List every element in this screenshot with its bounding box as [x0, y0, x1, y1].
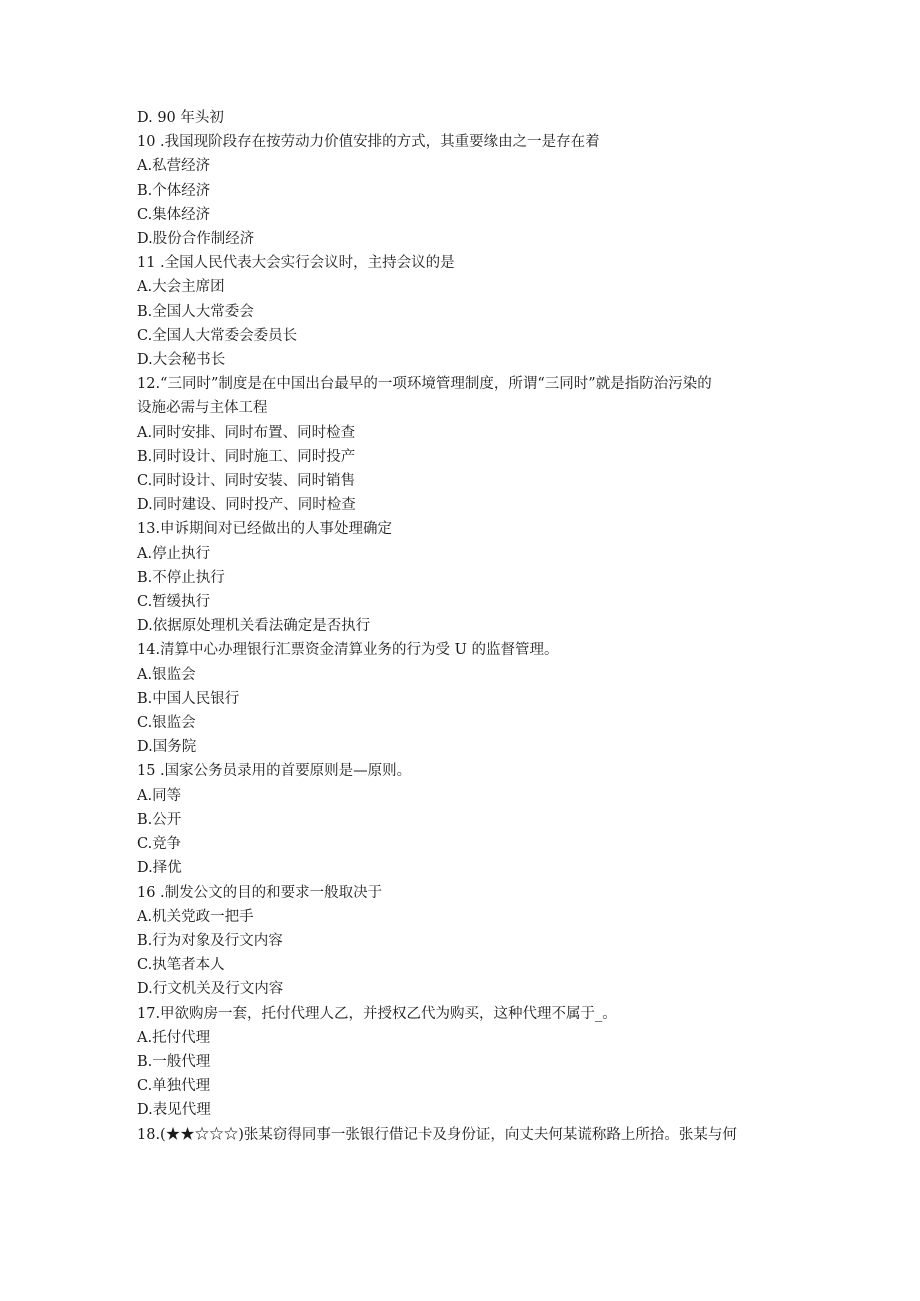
option-line: D.股份合作制经济 — [137, 231, 255, 248]
text-line: D. 90 年头初 — [137, 110, 224, 126]
option-line: B.公开 — [137, 811, 182, 828]
option-line: A.同时安排、同时布置、同时检查 — [137, 424, 356, 441]
option-line: C.全国人大常委会委员长 — [137, 327, 298, 344]
option-line: D.大会秘书长 — [137, 352, 226, 369]
option-line: A.银监会 — [137, 666, 196, 683]
option-line: D.择优 — [137, 860, 182, 877]
option-line: C.单独代理 — [137, 1078, 211, 1095]
option-line: A.大会主席团 — [137, 279, 225, 296]
option-line: D.同时建设、同时投产、同时检查 — [137, 497, 356, 514]
option-line: B.个体经济 — [137, 182, 211, 199]
option-line: B.中国人民银行 — [137, 690, 240, 707]
question-13: 13.申诉期间对已经做出的人事处理确定 — [137, 521, 393, 538]
option-line: C.银监会 — [137, 715, 196, 732]
option-line: B.不停止执行 — [137, 569, 225, 586]
option-line: D.表见代理 — [137, 1102, 211, 1119]
question-10: 10 .我国现阶段存在按劳动力价值安排的方式，其重要缘由之一是存在着 — [137, 134, 600, 151]
option-line: A.机关党政一把手 — [137, 908, 254, 925]
question-11: 11 .全国人民代表大会实行会议时，主持会议的是 — [137, 255, 455, 272]
question-17: 17.甲欲购房一套，托付代理人乙，并授权乙代为购买，这种代理不属于_。 — [137, 1005, 617, 1022]
document-page — [137, 106, 787, 1147]
question-15: 15 .国家公务员录用的首要原则是—原则。 — [137, 763, 412, 780]
option-line: A.私营经济 — [137, 158, 211, 175]
option-line: A.同等 — [137, 787, 182, 804]
question-16: 16 .制发公文的目的和要求一般取决于 — [137, 884, 383, 901]
question-12: 12.“三同时”制度是在中国出台最早的一项环境管理制度，所谓“三同时”就是指防治污染的 — [137, 376, 712, 393]
option-line: D.国务院 — [137, 739, 197, 756]
question-14: 14.清算中心办理银行汇票资金清算业务的行为受 U 的监督管理。 — [137, 642, 559, 659]
option-line: C.集体经济 — [137, 206, 211, 223]
option-line: A.停止执行 — [137, 545, 211, 562]
option-line: C.竞争 — [137, 836, 182, 853]
option-line: C.暂缓执行 — [137, 594, 211, 611]
option-line: B.全国人大常委会 — [137, 303, 254, 320]
option-line: B.一般代理 — [137, 1053, 211, 1070]
option-line: A.托付代理 — [137, 1029, 211, 1046]
option-line: B.同时设计、同时施工、同时投产 — [137, 448, 356, 465]
option-line: C.执笔者本人 — [137, 957, 225, 974]
option-line: D.行文机关及行文内容 — [137, 981, 284, 998]
question-18: 18.(★★☆☆☆)张某窃得同事一张银行借记卡及身份证，向丈夫何某谎称路上所拾。张某与何 — [137, 1126, 737, 1143]
option-line: D.依据原处理机关看法确定是否执行 — [137, 618, 371, 635]
question-12-continued: 设施必需与主体工程 — [137, 400, 268, 417]
option-line: B.行为对象及行文内容 — [137, 932, 283, 949]
option-line: C.同时设计、同时安装、同时销售 — [137, 473, 356, 490]
